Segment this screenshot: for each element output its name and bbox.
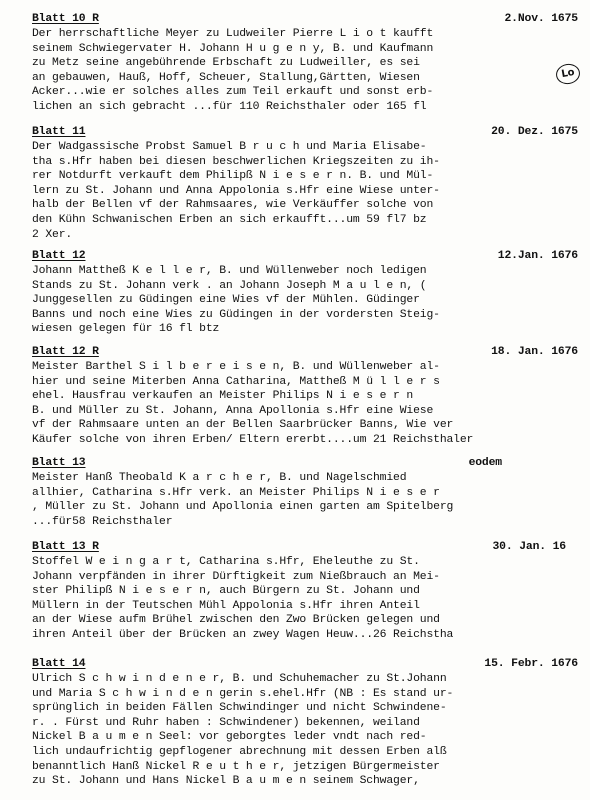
entry-line: zu Metz seine angebührende Erbschaft zu Ludweiller, es sei: [32, 57, 420, 70]
entry-line: Meister Hanß Theobald K a r c h e r, B. und Nagelschmied: [32, 472, 407, 484]
entry-header: [32, 456, 580, 471]
entry-line: Johann verpfänden in ihrer Dürftigkeit zum Nießbrauch an Mei-: [32, 570, 440, 583]
entry-line: rer Notdurft verkauft dem Philipß N i e s e r n. B. und Mül-: [32, 170, 434, 183]
entry-line: Der Wadgassische Probst Samuel B r u c h und Maria Elisabe-: [32, 141, 427, 153]
entry-header: [32, 345, 580, 360]
entry-blatt-13: [32, 456, 580, 529]
entry-header: [32, 249, 580, 264]
entry-line: Der herrschaftliche Meyer zu Ludweiler Pierre L i o t kaufft: [32, 28, 434, 40]
entry-line: Käufer solche von ihren Erben/ Eltern ererbt....um 21 Reichsthaler: [32, 433, 474, 446]
entry-line: wiesen gelegen für 16 fl btz: [32, 323, 220, 336]
entry-line: seinem Schwiegervater H. Johann H u g e n y, B. und Kaufmann: [32, 42, 434, 55]
entry-line: sprünglich in beiden Fällen Schwindinger und nicht Schwindene-: [32, 702, 447, 715]
circled-margin-note: Lo: [554, 62, 581, 86]
entry-line: benanntlich Hanß Nickel R e u t h e r, jetzigen Bürgermeister: [32, 760, 440, 773]
entry-title: Blatt 13: [32, 457, 86, 469]
entry-title: Blatt 11: [32, 126, 86, 138]
entry-line: ...für58 Reichsthaler: [32, 515, 173, 528]
entry-line: und Maria S c h w i n d e n gerin s.ehel.Hfr (NB : Es stand ur-: [32, 687, 454, 700]
entry-line: an gebauwen, Hauß, Hoff, Scheuer, Stallung,Gärtten, Wiesen: [32, 71, 420, 84]
entry-header: [32, 657, 580, 672]
entry-blatt-12r: [32, 345, 580, 448]
entry-line: ihren Anteil über der Brücken an zwey Wagen Heuw...26 Reichstha: [32, 628, 454, 641]
entry-title: Blatt 12 R: [32, 346, 99, 358]
entry-title: Blatt 13 R: [32, 541, 99, 553]
entry-date: 15. Febr. 1676: [484, 658, 578, 670]
entry-line: , Müller zu St. Johann und Apollonia einen garten am Spitelberg: [32, 501, 454, 514]
entry-header: [32, 12, 580, 27]
entry-line: Johann Mattheß K e l l e r, B. und Wüllenweber noch ledigen: [32, 265, 427, 277]
entry-blatt-13r: [32, 540, 580, 643]
entry-line: r. . Fürst und Ruhr haben : Schwindener) bekennen, weiland: [32, 716, 420, 729]
entry-line: hier und seine Miterben Anna Catharina, Mattheß M ü l l e r s: [32, 375, 440, 388]
entry-line: Nickel B a u m e n Seel: vor geborgtes leder vndt nach red-: [32, 731, 427, 744]
entry-blatt-10r: [32, 12, 580, 115]
entry-line: Ulrich S c h w i n d e n e r, B. und Schuhemacher zu St.Johann: [32, 673, 447, 685]
entry-line: lich undaufrichtig gepflogener abrechnung mit dessen Erben alß: [32, 745, 447, 758]
entry-line: Meister Barthel S i l b e r e i s e n, B. und Wüllenweber al-: [32, 361, 440, 373]
entry-line: allhier, Catharina s.Hfr verk. an Meister Philips N i e s e r: [32, 486, 440, 499]
entry-header: [32, 540, 580, 555]
entry-title: Blatt 14: [32, 658, 86, 670]
entry-date: eodem: [468, 457, 502, 469]
entry-line: Junggesellen zu Güdingen eine Wies vf der Mühlen. Güdinger: [32, 294, 420, 307]
entry-title: Blatt 10 R: [32, 13, 99, 25]
entry-line: 2 Xer.: [32, 228, 73, 241]
entry-line: halb der Bellen vf der Rahmsaares, wie Verkäuffer solche von: [32, 199, 434, 212]
entry-line: den Kühn Schwanischen Erben an sich erkaufft...um 59 fl7 bz: [32, 213, 427, 226]
entry-line: an der Wiese aufm Brühel zwischen den Zwo Brücken gelegen und: [32, 614, 440, 627]
entry-line: B. und Müller zu St. Johann, Anna Apollonia s.Hfr eine Wiese: [32, 404, 434, 417]
entry-date: 18. Jan. 1676: [491, 346, 578, 358]
entry-line: Müllern in der Teutschen Mühl Appolonia s.Hfr ihren Anteil: [32, 599, 420, 612]
entry-line: Acker...wie er solches alles zum Teil erkauft und sonst erb-: [32, 86, 434, 99]
entry-line: lern zu St. Johann und Anna Appolonia s.Hfr eine Wiese unter-: [32, 184, 440, 197]
entry-date: 30. Jan. 16: [492, 541, 566, 553]
entry-date: 12.Jan. 1676: [497, 250, 578, 262]
entry-line: ehel. Hausfrau verkaufen an Meister Philips N i e s e r n: [32, 390, 414, 403]
entry-line: tha s.Hfr haben bei diesen beschwerlichen Kriegszeiten zu ih-: [32, 155, 440, 168]
entry-line: Stoffel W e i n g a r t, Catharina s.Hfr, Eheleuthe zu St.: [32, 556, 420, 568]
entry-line: Stands zu St. Johann verk . an Johann Joseph M a u l e n, (: [32, 279, 427, 292]
entry-line: lichen an sich gebracht ...für 110 Reichsthaler oder 165 fl: [32, 100, 427, 113]
entry-line: Banns und noch eine Wies zu Güdingen in der vordersten Steig-: [32, 308, 440, 321]
entry-date: 20. Dez. 1675: [491, 126, 578, 138]
entry-blatt-11: [32, 125, 580, 242]
entry-header: [32, 125, 580, 140]
entry-line: zu St. Johann und Hans Nickel B a u m e n seinem Schwager,: [32, 775, 420, 788]
entry-blatt-14: [32, 657, 580, 789]
entry-blatt-12: [32, 249, 580, 337]
entry-line: ster Philipß N i e s e r n, auch Bürgern zu St. Johann und: [32, 585, 420, 598]
entry-line: vf der Rahmsaare unten an der Bellen Saarbrücker Banns, Wie ver: [32, 419, 454, 432]
entry-title: Blatt 12: [32, 250, 86, 262]
entry-date: 2.Nov. 1675: [504, 13, 578, 25]
